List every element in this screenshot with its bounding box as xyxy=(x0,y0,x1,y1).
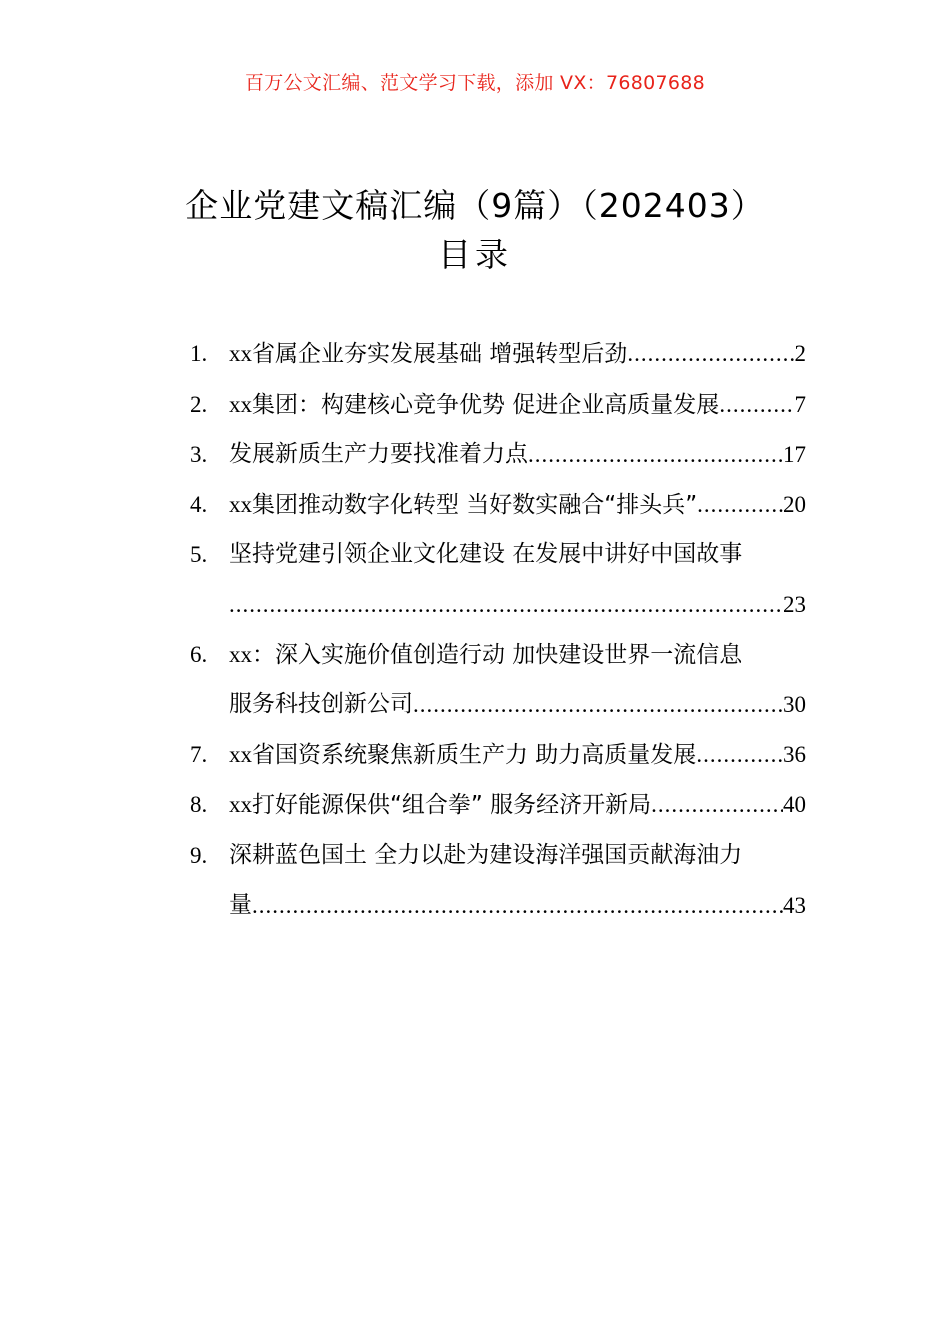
toc-entry-5[interactable] xyxy=(190,530,806,629)
toc-prefix: xx xyxy=(229,641,252,667)
toc-page-number: 30 xyxy=(783,692,806,718)
toc-page-number: 20 xyxy=(783,491,806,517)
toc-number: 5. xyxy=(190,542,208,568)
leader-dots xyxy=(719,380,794,431)
toc-page-number: 17 xyxy=(783,442,806,468)
toc-page-number: 43 xyxy=(783,892,806,918)
toc-title: 省国资系统聚焦新质生产力 助力高质量发展 xyxy=(252,741,697,768)
toc-number: 4. xyxy=(190,491,208,517)
toc-page-number: 7 xyxy=(794,391,806,417)
leader-dots xyxy=(696,730,783,781)
toc-title: 坚持党建引领企业文化建设 在发展中讲好中国故事 xyxy=(229,541,743,568)
toc-page-number: 40 xyxy=(783,792,806,818)
toc-heading: 目录 xyxy=(438,235,512,274)
toc-page-number: 36 xyxy=(783,741,806,767)
toc-prefix: xx xyxy=(229,792,252,818)
toc-title: 打好能源保供“组合拳” 服务经济开新局 xyxy=(252,792,652,819)
toc-entry-7[interactable] xyxy=(190,730,806,781)
toc-number: 6. xyxy=(190,641,208,667)
toc-prefix: xx xyxy=(229,341,252,366)
table-of-contents xyxy=(190,329,806,930)
toc-prefix: xx xyxy=(229,491,252,517)
toc-title: ：深入实施价值创造行动 加快建设世界一流信息 xyxy=(252,641,743,668)
toc-number: 9. xyxy=(190,842,208,868)
leader-dots xyxy=(651,780,783,831)
leader-dots xyxy=(252,881,783,931)
toc-title-continued: 服务科技创新公司 xyxy=(229,691,413,718)
toc-number: 8. xyxy=(190,792,208,818)
toc-number: 2. xyxy=(190,391,208,417)
toc-entry-4[interactable] xyxy=(190,480,806,531)
toc-title: 发展新质生产力要找准着力点 xyxy=(229,441,528,468)
toc-entry-9[interactable] xyxy=(190,831,806,930)
leader-dots xyxy=(697,480,783,531)
download-banner: 百万公文汇编、范文学习下载，添加 VX：76807688 xyxy=(244,72,706,94)
toc-title: 集团推动数字化转型 当好数实融合“排头兵” xyxy=(252,491,698,518)
toc-title-continued: 量 xyxy=(229,891,252,918)
toc-entry-8[interactable] xyxy=(190,780,806,831)
leader-dots xyxy=(229,580,783,630)
toc-title: 省属企业夯实发展基础 增强转型后劲 xyxy=(252,341,628,367)
toc-title: 深耕蓝色国土 全力以赴为建设海洋强国贡献海油力 xyxy=(229,841,743,868)
toc-page-number: 23 xyxy=(783,591,806,617)
toc-number: 3. xyxy=(190,442,208,468)
document-title: 企业党建文稿汇编（9篇）（202403） xyxy=(185,186,765,225)
toc-page-number: 2 xyxy=(794,341,806,366)
toc-number: 1. xyxy=(190,341,208,366)
leader-dots xyxy=(413,680,783,730)
toc-number: 7. xyxy=(190,741,208,767)
toc-entry-6[interactable] xyxy=(190,630,806,730)
leader-dots xyxy=(528,430,783,480)
toc-entry-3[interactable] xyxy=(190,430,806,480)
toc-title: 集团：构建核心竞争优势 促进企业高质量发展 xyxy=(252,391,720,418)
toc-entry-2[interactable] xyxy=(190,380,806,431)
toc-prefix: xx xyxy=(229,741,252,767)
leader-dots xyxy=(627,329,794,380)
toc-entry-1[interactable] xyxy=(190,329,806,380)
toc-prefix: xx xyxy=(229,391,252,417)
